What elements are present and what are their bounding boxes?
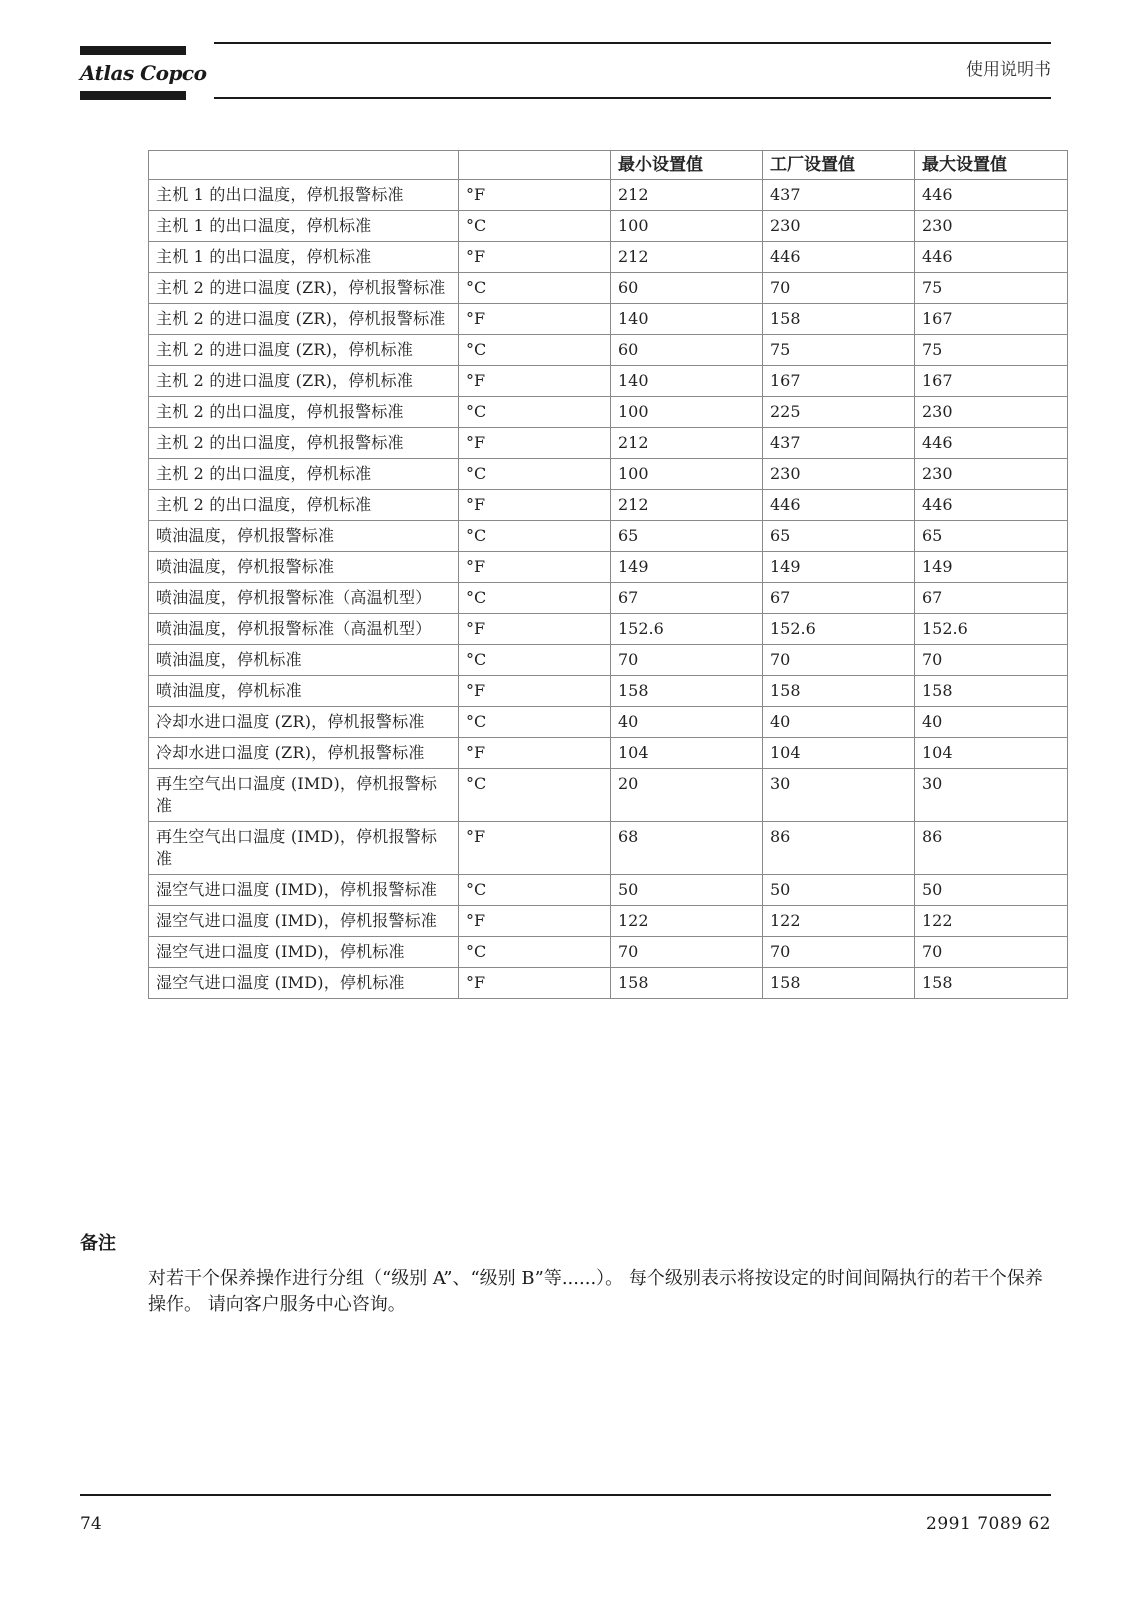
factory-value-cell: 230 bbox=[763, 459, 915, 490]
factory-value-cell: 122 bbox=[763, 906, 915, 937]
factory-value-cell: 50 bbox=[763, 875, 915, 906]
table-row bbox=[149, 968, 1068, 999]
settings-table bbox=[148, 150, 1068, 999]
factory-value-cell: 225 bbox=[763, 397, 915, 428]
table-row bbox=[149, 428, 1068, 459]
max-value-cell: 167 bbox=[915, 366, 1068, 397]
min-value-cell: 152.6 bbox=[611, 614, 763, 645]
min-value-cell: 40 bbox=[611, 707, 763, 738]
unit-cell: °C bbox=[459, 645, 611, 676]
unit-cell: °F bbox=[459, 304, 611, 335]
parameter-name-cell: 再生空气出口温度 (IMD)，停机报警标准 bbox=[149, 769, 459, 822]
factory-value-cell: 158 bbox=[763, 676, 915, 707]
parameter-name-cell: 喷油温度，停机报警标准 bbox=[149, 521, 459, 552]
factory-value-cell: 70 bbox=[763, 273, 915, 304]
max-value-cell: 167 bbox=[915, 304, 1068, 335]
parameter-name-cell: 冷却水进口温度 (ZR)，停机报警标准 bbox=[149, 738, 459, 769]
min-value-cell: 122 bbox=[611, 906, 763, 937]
table-row bbox=[149, 552, 1068, 583]
factory-value-cell: 65 bbox=[763, 521, 915, 552]
table-row bbox=[149, 180, 1068, 211]
max-value-cell: 230 bbox=[915, 459, 1068, 490]
max-value-cell: 446 bbox=[915, 490, 1068, 521]
max-value-cell: 446 bbox=[915, 242, 1068, 273]
factory-value-cell: 167 bbox=[763, 366, 915, 397]
table-row bbox=[149, 906, 1068, 937]
max-value-cell: 65 bbox=[915, 521, 1068, 552]
column-header-factory: 工厂设置值 bbox=[763, 151, 915, 180]
unit-cell: °F bbox=[459, 738, 611, 769]
min-value-cell: 60 bbox=[611, 273, 763, 304]
logo-top-bar bbox=[80, 46, 186, 55]
header-rule-top bbox=[214, 42, 1051, 44]
table-row bbox=[149, 822, 1068, 875]
table-row bbox=[149, 583, 1068, 614]
unit-cell: °C bbox=[459, 769, 611, 822]
factory-value-cell: 75 bbox=[763, 335, 915, 366]
max-value-cell: 86 bbox=[915, 822, 1068, 875]
max-value-cell: 152.6 bbox=[915, 614, 1068, 645]
table-row bbox=[149, 521, 1068, 552]
parameter-name-cell: 再生空气出口温度 (IMD)，停机报警标准 bbox=[149, 822, 459, 875]
notes-body: 对若干个保养操作进行分组（“级别 A”、“级别 B”等......）。 每个级别表示将按设定的时间间隔执行的若干个保养操作。 请向客户服务中心咨询。 bbox=[148, 1268, 1043, 1315]
table-row bbox=[149, 769, 1068, 822]
table-row bbox=[149, 304, 1068, 335]
table-body bbox=[149, 180, 1068, 999]
min-value-cell: 212 bbox=[611, 242, 763, 273]
unit-cell: °F bbox=[459, 242, 611, 273]
max-value-cell: 158 bbox=[915, 676, 1068, 707]
parameter-name-cell: 主机 1 的出口温度，停机报警标准 bbox=[149, 180, 459, 211]
table-row bbox=[149, 490, 1068, 521]
max-value-cell: 122 bbox=[915, 906, 1068, 937]
min-value-cell: 60 bbox=[611, 335, 763, 366]
unit-cell: °F bbox=[459, 552, 611, 583]
min-value-cell: 100 bbox=[611, 397, 763, 428]
max-value-cell: 70 bbox=[915, 645, 1068, 676]
unit-cell: °C bbox=[459, 211, 611, 242]
notes-heading: 备注 bbox=[80, 1233, 116, 1254]
unit-cell: °C bbox=[459, 875, 611, 906]
min-value-cell: 212 bbox=[611, 490, 763, 521]
max-value-cell: 158 bbox=[915, 968, 1068, 999]
min-value-cell: 212 bbox=[611, 428, 763, 459]
parameter-name-cell: 主机 1 的出口温度，停机标准 bbox=[149, 211, 459, 242]
unit-cell: °F bbox=[459, 822, 611, 875]
page-number: 74 bbox=[80, 1514, 102, 1534]
table-row bbox=[149, 211, 1068, 242]
min-value-cell: 158 bbox=[611, 968, 763, 999]
factory-value-cell: 86 bbox=[763, 822, 915, 875]
min-value-cell: 20 bbox=[611, 769, 763, 822]
table-row bbox=[149, 242, 1068, 273]
unit-cell: °F bbox=[459, 906, 611, 937]
parameter-name-cell: 湿空气进口温度 (IMD)，停机报警标准 bbox=[149, 906, 459, 937]
parameter-name-cell: 湿空气进口温度 (IMD)，停机报警标准 bbox=[149, 875, 459, 906]
min-value-cell: 67 bbox=[611, 583, 763, 614]
table-row bbox=[149, 397, 1068, 428]
max-value-cell: 230 bbox=[915, 211, 1068, 242]
parameter-name-cell: 喷油温度，停机标准 bbox=[149, 676, 459, 707]
unit-cell: °C bbox=[459, 273, 611, 304]
logo-bottom-bar bbox=[80, 91, 186, 100]
unit-cell: °C bbox=[459, 937, 611, 968]
unit-cell: °F bbox=[459, 490, 611, 521]
header-rule-bottom bbox=[214, 97, 1051, 99]
logo-text: Atlas Copco bbox=[80, 61, 207, 85]
max-value-cell: 30 bbox=[915, 769, 1068, 822]
min-value-cell: 212 bbox=[611, 180, 763, 211]
factory-value-cell: 446 bbox=[763, 490, 915, 521]
min-value-cell: 50 bbox=[611, 875, 763, 906]
table-row bbox=[149, 738, 1068, 769]
unit-cell: °C bbox=[459, 397, 611, 428]
header-title: 使用说明书 bbox=[966, 60, 1051, 80]
column-header-parameter bbox=[149, 151, 459, 180]
parameter-name-cell: 主机 2 的出口温度，停机标准 bbox=[149, 459, 459, 490]
min-value-cell: 100 bbox=[611, 459, 763, 490]
factory-value-cell: 437 bbox=[763, 428, 915, 459]
table-row bbox=[149, 875, 1068, 906]
factory-value-cell: 149 bbox=[763, 552, 915, 583]
parameter-name-cell: 湿空气进口温度 (IMD)，停机标准 bbox=[149, 968, 459, 999]
parameter-name-cell: 喷油温度，停机标准 bbox=[149, 645, 459, 676]
atlas-copco-logo bbox=[80, 46, 207, 100]
parameter-name-cell: 喷油温度，停机报警标准（高温机型） bbox=[149, 583, 459, 614]
max-value-cell: 50 bbox=[915, 875, 1068, 906]
parameter-name-cell: 主机 2 的进口温度 (ZR)，停机报警标准 bbox=[149, 273, 459, 304]
min-value-cell: 68 bbox=[611, 822, 763, 875]
factory-value-cell: 70 bbox=[763, 937, 915, 968]
unit-cell: °C bbox=[459, 521, 611, 552]
column-header-min: 最小设置值 bbox=[611, 151, 763, 180]
table-row bbox=[149, 707, 1068, 738]
table-row bbox=[149, 676, 1068, 707]
max-value-cell: 149 bbox=[915, 552, 1068, 583]
factory-value-cell: 158 bbox=[763, 304, 915, 335]
column-header-max: 最大设置值 bbox=[915, 151, 1068, 180]
factory-value-cell: 104 bbox=[763, 738, 915, 769]
unit-cell: °F bbox=[459, 428, 611, 459]
factory-value-cell: 40 bbox=[763, 707, 915, 738]
parameter-name-cell: 主机 2 的进口温度 (ZR)，停机标准 bbox=[149, 366, 459, 397]
min-value-cell: 149 bbox=[611, 552, 763, 583]
factory-value-cell: 67 bbox=[763, 583, 915, 614]
table-row bbox=[149, 335, 1068, 366]
factory-value-cell: 70 bbox=[763, 645, 915, 676]
factory-value-cell: 446 bbox=[763, 242, 915, 273]
max-value-cell: 67 bbox=[915, 583, 1068, 614]
unit-cell: °F bbox=[459, 180, 611, 211]
parameter-name-cell: 冷却水进口温度 (ZR)，停机报警标准 bbox=[149, 707, 459, 738]
table-row bbox=[149, 614, 1068, 645]
max-value-cell: 104 bbox=[915, 738, 1068, 769]
max-value-cell: 75 bbox=[915, 273, 1068, 304]
unit-cell: °F bbox=[459, 614, 611, 645]
min-value-cell: 100 bbox=[611, 211, 763, 242]
factory-value-cell: 152.6 bbox=[763, 614, 915, 645]
factory-value-cell: 158 bbox=[763, 968, 915, 999]
max-value-cell: 70 bbox=[915, 937, 1068, 968]
parameter-name-cell: 主机 2 的出口温度，停机标准 bbox=[149, 490, 459, 521]
unit-cell: °C bbox=[459, 583, 611, 614]
factory-value-cell: 230 bbox=[763, 211, 915, 242]
table-row bbox=[149, 366, 1068, 397]
footer-rule bbox=[80, 1494, 1051, 1496]
parameter-name-cell: 主机 2 的出口温度，停机报警标准 bbox=[149, 397, 459, 428]
parameter-name-cell: 主机 1 的出口温度，停机标准 bbox=[149, 242, 459, 273]
unit-cell: °C bbox=[459, 459, 611, 490]
table-row bbox=[149, 273, 1068, 304]
min-value-cell: 70 bbox=[611, 645, 763, 676]
max-value-cell: 446 bbox=[915, 180, 1068, 211]
min-value-cell: 70 bbox=[611, 937, 763, 968]
unit-cell: °C bbox=[459, 707, 611, 738]
min-value-cell: 140 bbox=[611, 366, 763, 397]
unit-cell: °F bbox=[459, 366, 611, 397]
parameter-name-cell: 湿空气进口温度 (IMD)，停机标准 bbox=[149, 937, 459, 968]
parameter-name-cell: 主机 2 的进口温度 (ZR)，停机标准 bbox=[149, 335, 459, 366]
table-row bbox=[149, 645, 1068, 676]
table-row bbox=[149, 459, 1068, 490]
table-row bbox=[149, 937, 1068, 968]
max-value-cell: 75 bbox=[915, 335, 1068, 366]
min-value-cell: 65 bbox=[611, 521, 763, 552]
unit-cell: °F bbox=[459, 676, 611, 707]
max-value-cell: 230 bbox=[915, 397, 1068, 428]
unit-cell: °C bbox=[459, 335, 611, 366]
column-header-unit bbox=[459, 151, 611, 180]
min-value-cell: 104 bbox=[611, 738, 763, 769]
unit-cell: °F bbox=[459, 968, 611, 999]
max-value-cell: 446 bbox=[915, 428, 1068, 459]
parameter-name-cell: 主机 2 的出口温度，停机报警标准 bbox=[149, 428, 459, 459]
parameter-name-cell: 喷油温度，停机报警标准 bbox=[149, 552, 459, 583]
parameter-name-cell: 喷油温度，停机报警标准（高温机型） bbox=[149, 614, 459, 645]
factory-value-cell: 30 bbox=[763, 769, 915, 822]
parameter-name-cell: 主机 2 的进口温度 (ZR)，停机报警标准 bbox=[149, 304, 459, 335]
table-header-row bbox=[149, 151, 1068, 180]
max-value-cell: 40 bbox=[915, 707, 1068, 738]
document-number: 2991 7089 62 bbox=[926, 1514, 1051, 1534]
min-value-cell: 140 bbox=[611, 304, 763, 335]
factory-value-cell: 437 bbox=[763, 180, 915, 211]
min-value-cell: 158 bbox=[611, 676, 763, 707]
